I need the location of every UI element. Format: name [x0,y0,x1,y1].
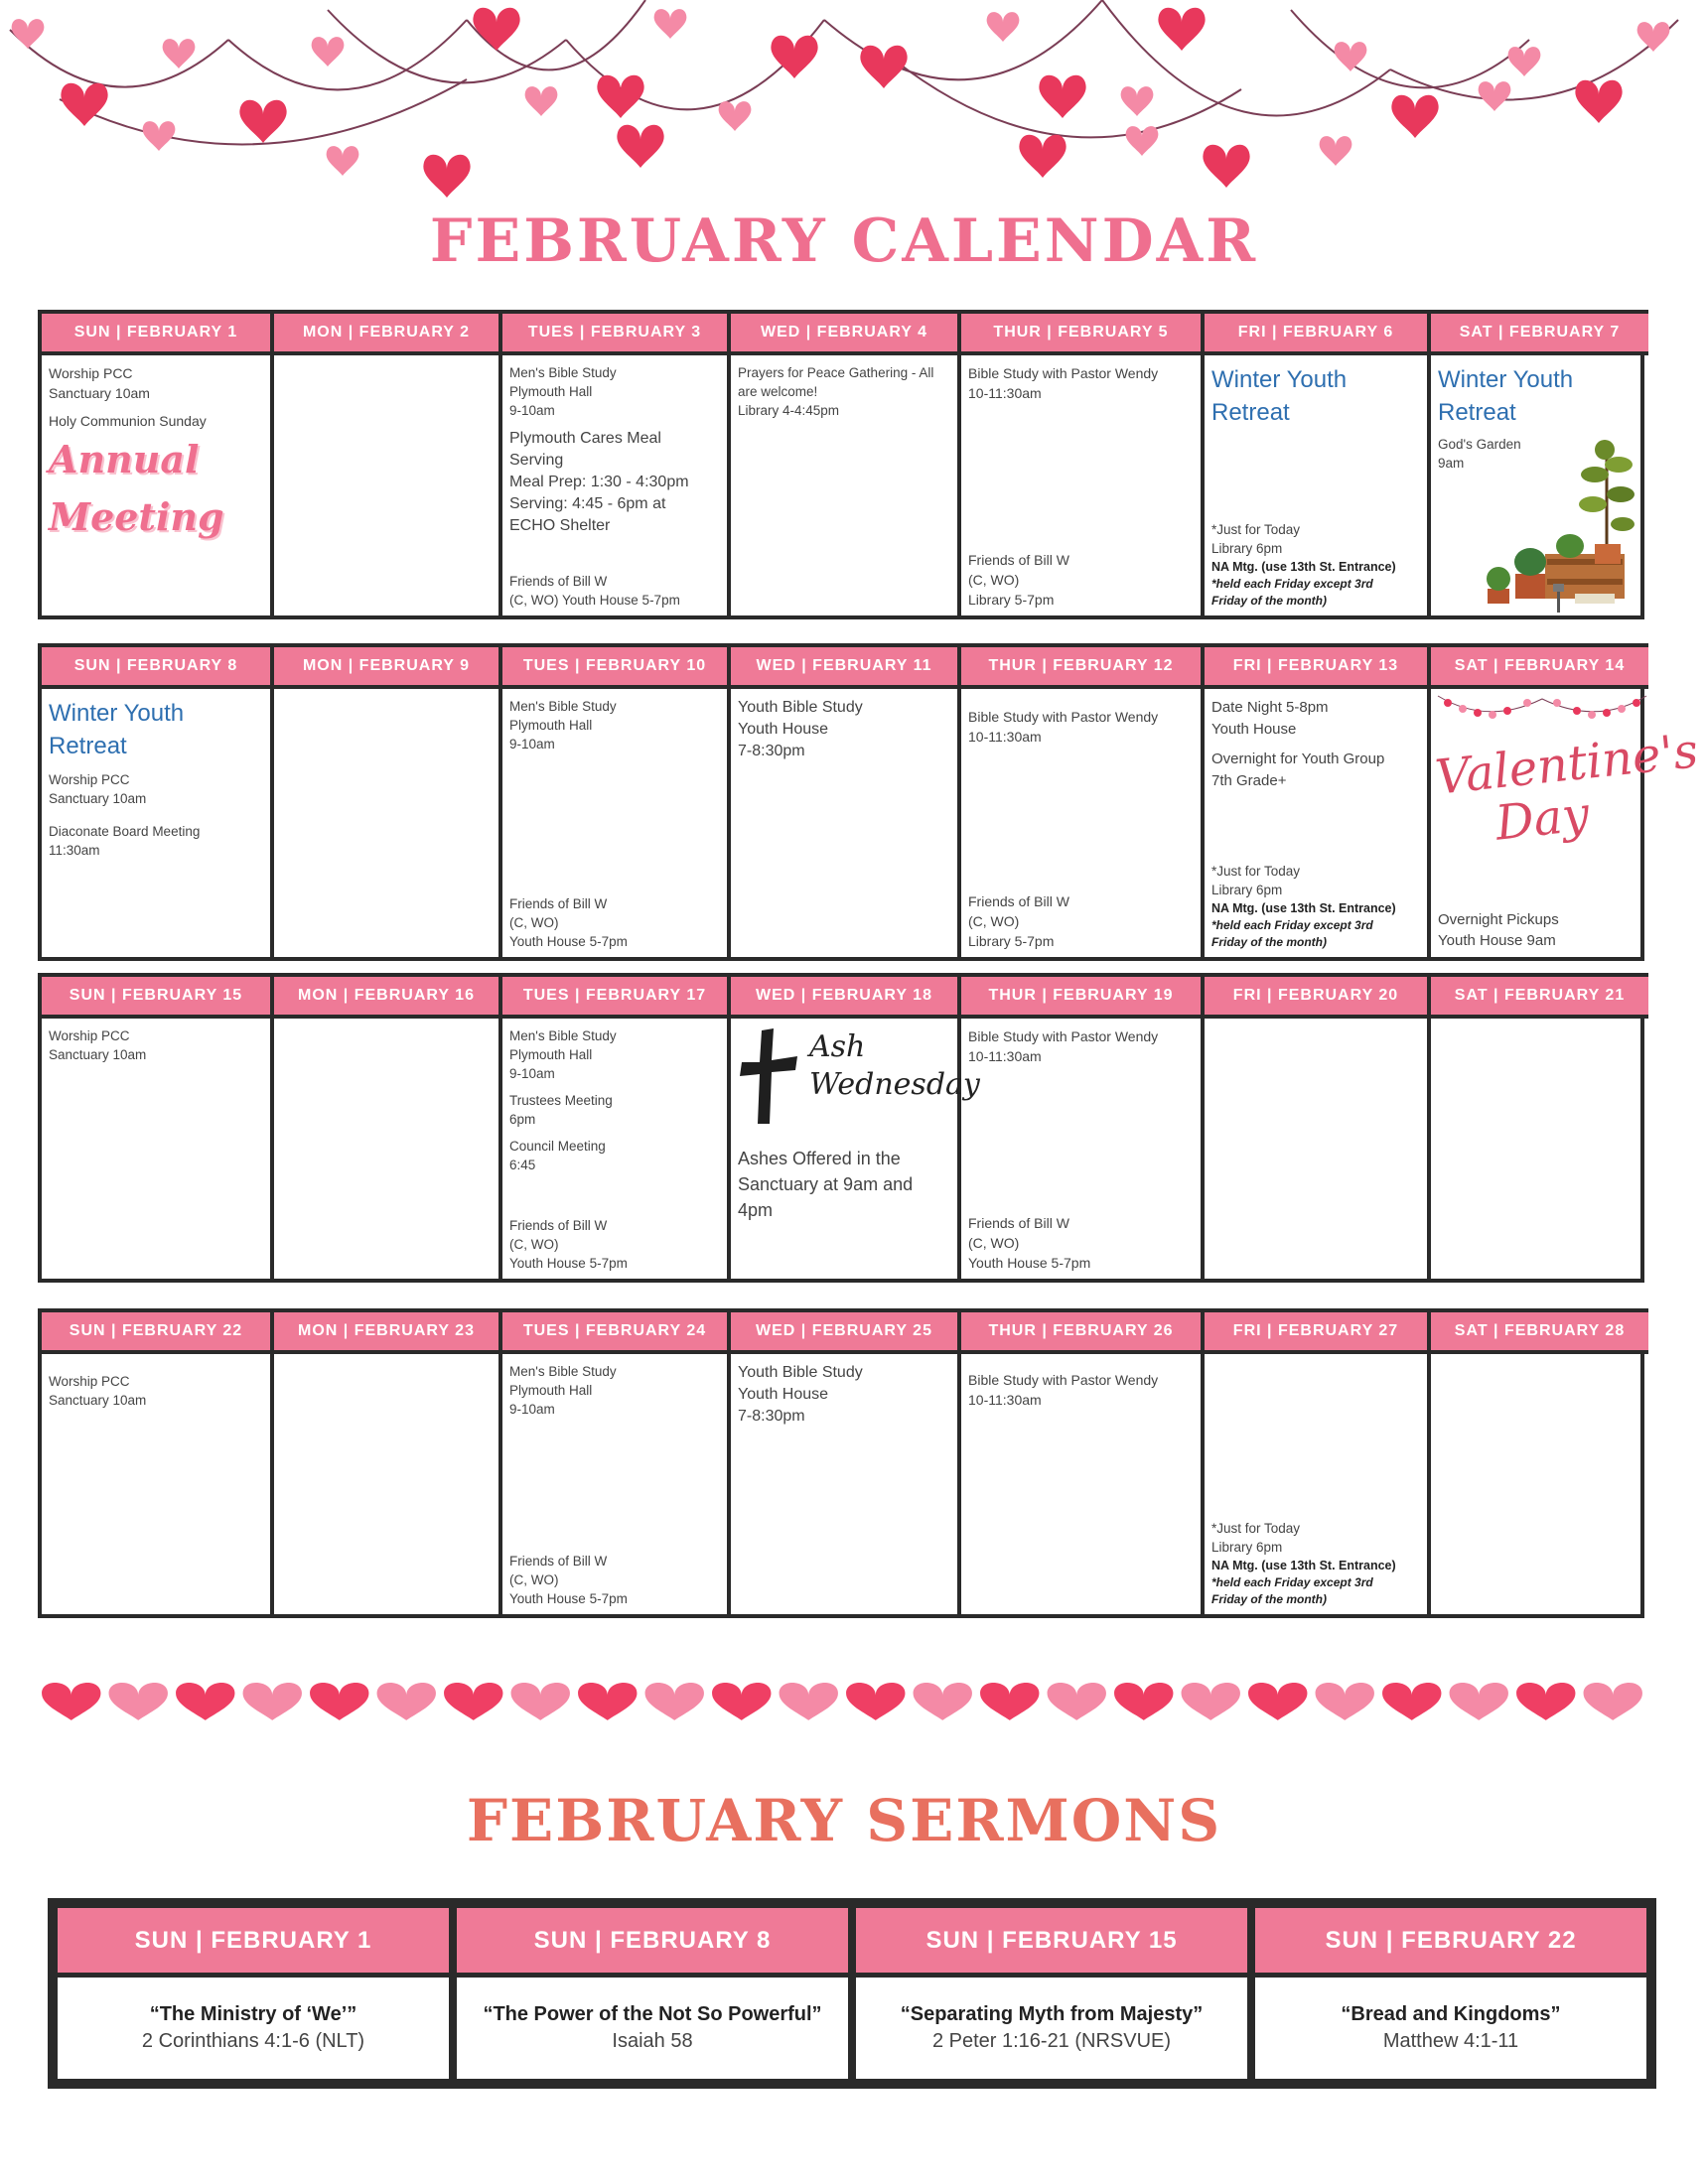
day-cell [957,310,1201,615]
event: Men's Bible Study Plymouth Hall 9-10am [509,699,617,751]
day-header: MON | FEBRUARY 2 [274,310,498,355]
heart-row-divider [38,1678,1646,1747]
heart-icon [42,1683,100,1720]
day-cell [42,973,270,1279]
ash-cross-icon [738,1026,799,1126]
sermon-scripture: 2 Peter 1:16-21 (NRSVUE) [931,2030,1172,2052]
day-header: TUES | FEBRUARY 17 [502,973,727,1019]
sermon-scripture: Matthew 4:1-11 [1382,2030,1519,2052]
day-cell [498,1308,727,1614]
mini-heart-garland-icon [1438,691,1646,731]
na-line: NA Mtg. (use 13th St. Entrance) [1211,901,1396,915]
day-header: SUN | FEBRUARY 15 [42,973,270,1019]
sermons-table [48,1898,1656,2089]
event: Worship PCC Sanctuary 10am [49,1028,147,1062]
day-header: MON | FEBRUARY 9 [274,643,498,689]
sermon-title: “Separating Myth from Majesty” [900,2003,1204,2025]
event: Date Night 5-8pm Youth House [1211,699,1329,738]
event: Bible Study with Pastor Wendy 10-11:30am [968,365,1159,401]
day-cell [957,643,1201,957]
day-header: FRI | FEBRUARY 13 [1205,643,1427,689]
heart-icon [1248,1683,1307,1720]
heart-icon [846,1683,905,1720]
calendar-week-4 [38,1308,1644,1618]
day-cell [1201,1308,1427,1614]
event: Bible Study with Pastor Wendy 10-11:30am [968,1028,1159,1064]
day-cell [270,973,498,1279]
na-meeting-note [1211,1558,1396,1608]
event: Friends of Bill W (C, WO) Youth House 5-7pm [509,1554,628,1606]
day-cell [727,310,957,615]
day-cell [498,643,727,957]
heart-icon [1382,1683,1441,1720]
event: Holy Communion Sunday [49,413,207,429]
heart-icon [578,1683,637,1720]
day-cell [42,1308,270,1614]
sermon-title: “The Ministry of ‘We’” [149,2003,357,2025]
sermon-scripture: Isaiah 58 [612,2030,693,2052]
event: Ashes Offered in the Sanctuary at 9am and 4pm [738,1149,914,1220]
event-highlight: Winter Youth Retreat [49,700,185,759]
day-cell [1427,1308,1648,1614]
heart-icon [377,1683,436,1720]
event-highlight: Winter Youth Retreat [1211,366,1348,426]
day-cell [1427,643,1701,957]
page-title: FEBRUARY CALENDAR [429,206,1259,276]
sermons-title: FEBRUARY SERMONS [466,1787,1222,1854]
event: Friends of Bill W (C, WO) Youth House 5-7pm [509,896,628,949]
heart-icon [712,1683,771,1720]
event: Trustees Meeting 6pm [509,1093,613,1127]
day-cell [42,310,270,615]
day-cell [498,310,727,615]
day-header: SAT | FEBRUARY 7 [1431,310,1648,355]
day-header: SUN | FEBRUARY 1 [42,310,270,355]
event: God's Garden 9am [1438,437,1521,471]
day-header: WED | FEBRUARY 25 [731,1308,957,1354]
day-cell [270,310,498,615]
event: Overnight for Youth Group 7th Grade+ [1211,751,1385,789]
day-cell [727,973,980,1279]
day-header: TUES | FEBRUARY 3 [502,310,727,355]
day-header: WED | FEBRUARY 11 [731,643,957,689]
event: Men's Bible Study Plymouth Hall 9-10am [509,1028,617,1081]
heart-icon [980,1683,1039,1720]
day-cell [957,1308,1201,1614]
event-highlight: Winter Youth Retreat [1438,366,1574,426]
heart-garland-decoration [0,0,1688,199]
day-cell [1427,310,1648,615]
na-meeting-note [1211,559,1396,610]
heart-icon [780,1683,838,1720]
sermon-date: SUN | FEBRUARY 8 [457,1908,848,1978]
day-header: SUN | FEBRUARY 8 [42,643,270,689]
event: Men's Bible Study Plymouth Hall 9-10am [509,1364,617,1417]
event: Council Meeting 6:45 [509,1139,606,1172]
heart-icon [1316,1683,1374,1720]
event: Overnight Pickups Youth House 9am [1438,911,1559,949]
sermon-title: “Bread and Kingdoms” [1341,2003,1561,2025]
day-header: SAT | FEBRUARY 21 [1431,973,1648,1019]
event: Friends of Bill W (C, WO) Library 5-7pm [968,552,1069,608]
calendar-week-3 [38,973,1644,1283]
day-header: FRI | FEBRUARY 20 [1205,973,1427,1019]
day-cell [1201,310,1427,615]
na-line: *held each Friday except 3rd Friday of the month) [1211,577,1373,608]
sermon-scripture: 2 Corinthians 4:1-6 (NLT) [141,2030,365,2052]
day-header: THUR | FEBRUARY 19 [961,973,1201,1019]
event: Youth Bible Study Youth House 7-8:30pm [738,1364,863,1425]
event: Friends of Bill W (C, WO) Youth House 5-7pm [509,1218,628,1271]
heart-icon [109,1683,168,1720]
calendar-week-1 [38,310,1644,619]
event: Men's Bible Study Plymouth Hall 9-10am [509,365,617,418]
day-cell [1201,973,1427,1279]
sermon-cell [1255,1908,1646,2079]
event: Worship PCC Sanctuary 10am [49,1374,147,1408]
event: Worship PCC Sanctuary 10am [49,772,147,806]
na-line: *held each Friday except 3rd Friday of the month) [1211,1575,1373,1606]
day-header: FRI | FEBRUARY 27 [1205,1308,1427,1354]
day-header: THUR | FEBRUARY 12 [961,643,1201,689]
day-cell [1427,973,1648,1279]
day-header: TUES | FEBRUARY 24 [502,1308,727,1354]
day-header: THUR | FEBRUARY 5 [961,310,1201,355]
sermon-date: SUN | FEBRUARY 1 [58,1908,449,1978]
heart-icon [1450,1683,1508,1720]
day-cell [1201,643,1427,957]
sermon-cell [856,1908,1247,2079]
day-header: TUES | FEBRUARY 10 [502,643,727,689]
event: *Just for Today Library 6pm [1211,1521,1301,1555]
day-header: MON | FEBRUARY 23 [274,1308,498,1354]
event: Prayers for Peace Gathering - All are welcome! Library 4-4:45pm [738,365,934,418]
heart-icon [1516,1683,1575,1720]
event: Worship PCC Sanctuary 10am [49,365,150,401]
day-cell [42,643,270,957]
event: *Just for Today Library 6pm [1211,522,1301,556]
ash-wednesday-banner [738,1026,980,1126]
sermon-title: “The Power of the Not So Powerful” [483,2003,822,2025]
heart-icon [1048,1683,1106,1720]
day-cell [498,973,727,1279]
event: Youth Bible Study Youth House 7-8:30pm [738,699,863,759]
day-header: SAT | FEBRUARY 28 [1431,1308,1648,1354]
annual-meeting-banner: Annual Meeting [49,437,224,539]
day-cell [727,643,957,957]
heart-icon [243,1683,302,1720]
heart-icon [1182,1683,1240,1720]
valentines-day-title: Valentine's Day [1432,723,1701,852]
day-header: MON | FEBRUARY 16 [274,973,498,1019]
event: Diaconate Board Meeting 11:30am [49,824,201,858]
na-line: NA Mtg. (use 13th St. Entrance) [1211,560,1396,574]
heart-icon [645,1683,704,1720]
na-meeting-note [1211,900,1396,951]
day-header: SUN | FEBRUARY 22 [42,1308,270,1354]
day-header: WED | FEBRUARY 18 [731,973,957,1019]
day-header: SAT | FEBRUARY 14 [1431,643,1648,689]
sermon-cell [58,1908,449,2079]
event: Friends of Bill W (C, WO) Youth House 5-7pm [509,574,680,608]
day-cell [957,973,1201,1279]
heart-icon [310,1683,368,1720]
na-line: *held each Friday except 3rd Friday of the month) [1211,918,1373,949]
day-cell [270,1308,498,1614]
event: Bible Study with Pastor Wendy 10-11:30am [968,709,1159,745]
heart-icon [176,1683,234,1720]
day-cell [727,1308,957,1614]
ash-wednesday-title: Ash Wednesday [809,1029,980,1102]
day-header: WED | FEBRUARY 4 [731,310,957,355]
heart-icon [511,1683,570,1720]
sermon-cell [457,1908,848,2079]
sermon-date: SUN | FEBRUARY 15 [856,1908,1247,1978]
event: Friends of Bill W (C, WO) Youth House 5-7pm [968,1215,1091,1271]
na-line: NA Mtg. (use 13th St. Entrance) [1211,1559,1396,1572]
sermon-date: SUN | FEBRUARY 22 [1255,1908,1646,1978]
event: Bible Study with Pastor Wendy 10-11:30am [968,1372,1159,1408]
garden-plants-icon [1486,435,1644,614]
day-cell [270,643,498,957]
heart-icon [914,1683,972,1720]
event: Plymouth Cares Meal Serving Meal Prep: 1:30 - 4:30pm Serving: 4:45 - 6pm at ECHO Shelter [509,430,689,534]
heart-icon [444,1683,502,1720]
calendar-week-2 [38,643,1701,961]
event: Friends of Bill W (C, WO) Library 5-7pm [968,893,1069,949]
heart-icon [1584,1683,1642,1720]
day-header: FRI | FEBRUARY 6 [1205,310,1427,355]
heart-icon [1114,1683,1173,1720]
day-header: THUR | FEBRUARY 26 [961,1308,1201,1354]
event: *Just for Today Library 6pm [1211,864,1301,897]
